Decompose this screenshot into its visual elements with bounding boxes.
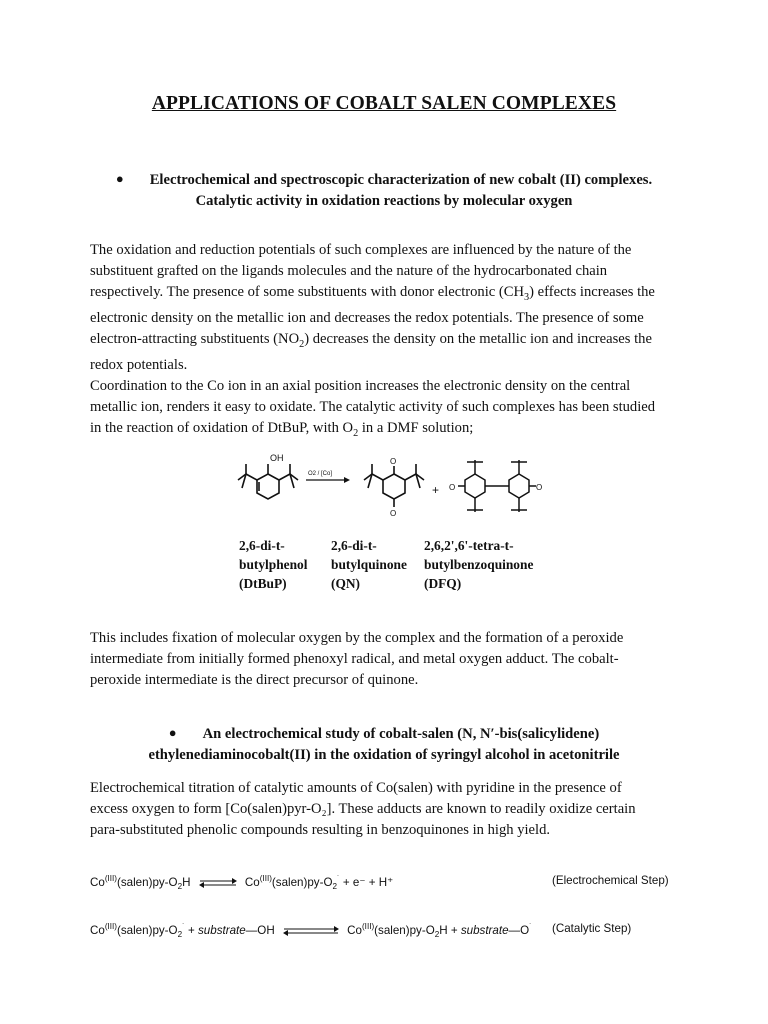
bullet-heading-2 [0,722,768,766]
text-span: in a DMF solution; [358,420,474,436]
caption-line: 2,6-di-t- [331,538,377,553]
subscript: 2 [299,338,305,350]
eq-text: —O [508,923,530,937]
eq-sup: (III) [104,922,117,931]
text-line [90,329,679,355]
eq-sub: 2 [177,930,183,940]
paragraph-3 [90,628,679,691]
bullet-heading-1 [0,168,768,212]
text-span: ) decreases the density on the metallic ion and increases the [304,330,652,347]
caption-line: 2,6,2',6'-tetra-t- [424,538,514,553]
eq-sup: (III) [104,874,117,883]
page-title: APPLICATIONS OF COBALT SALEN COMPLEXES [151,93,617,114]
eq-text: H [439,923,448,937]
text-span: ) effects increases the [529,284,655,300]
caption-qn [331,536,407,593]
step-label-electrochemical: (Electrochemical Step) [552,874,669,887]
bullet-heading-2-line1: An electrochemical study of cobalt-salen (N, N′-bis(salicylidene) [202,726,600,742]
eq-text: Co [347,923,362,937]
arrow-label: O2 / [Co] [308,471,333,477]
caption-line: 2,6-di-t- [239,538,285,553]
eq-text: (salen)py-O [374,923,435,937]
text-line: excess oxygen to form [Co(salen)pyr-O₂]. These adducts are known to readily oxidize certain [90,801,636,817]
text-span: in the reaction of oxidation of DtBuP, with O [90,420,354,436]
caption-line: butylquinone [331,557,407,572]
eq-sup: ˙ [529,922,532,931]
eq-sub: 2 [177,882,183,892]
plus-sign: + [432,483,440,497]
eq-text: H [182,875,191,889]
paragraph-4 [90,778,679,841]
eq-text: substrate [460,923,509,937]
text-line: para-substituted phenolic compounds resulting in benzoquinones in high yield. [90,822,551,838]
text-span: respectively. The presence of some substituents with donor electronic (CH [90,284,525,300]
o-label: O [390,509,397,518]
caption-line: (QN) [331,576,361,591]
eq-text: Co [90,923,105,937]
eq-text: + e⁻ + H⁺ [339,875,394,889]
equation-electrochemical [90,874,393,891]
text-line: This includes fixation of molecular oxygen by the complex and the formation of a peroxide [90,630,624,646]
text-line: Coordination to the Co ion in an axial position increases the electronic density on the central [90,378,631,394]
text-span: electron-attracting substituents (NO [90,330,300,347]
eq-sub: 2 [332,882,337,892]
qn-structure [364,464,424,507]
reaction-arrow [306,477,350,483]
text-line: metallic ion, renders it easy to oxidate. The catalytic activity of such complexes has been studied [90,399,656,415]
caption-dtbup [239,536,307,593]
text-line: redox potentials. [90,356,188,373]
eq-text: Co [90,875,105,889]
caption-line: (DtBuP) [239,576,287,591]
eq-sup: (III) [259,874,272,883]
reaction-scheme [234,450,544,550]
equilibrium-arrow-icon [198,878,238,888]
dtbup-structure [238,464,298,499]
bullet-heading-1-line2: Catalytic activity in oxidation reactions by molecular oxygen [195,193,573,209]
eq-text: substrate [198,923,246,937]
text-line: The oxidation and reduction potentials of such complexes are influenced by the nature of the [90,242,632,258]
text-line: substituent grafted on the ligands molecules and the nature of the hydrocarbonated chain [90,263,608,279]
eq-text: —OH [245,923,275,937]
o-label: O [390,457,397,466]
bullet-dot: ● [168,725,177,740]
eq-text: (salen)py-O [271,875,333,889]
eq-sup: (III) [361,922,375,931]
eq-text: (salen)py-O [117,875,178,889]
bullet-heading-1-line1: Electrochemical and spectroscopic characterization of new cobalt (II) complexes. [149,172,653,188]
dfq-structure [458,460,536,512]
eq-sub: 2 [434,930,440,940]
caption-line: butylbenzoquinone [424,557,534,572]
text-line: electronic density on the metallic ion and decreases the redox potentials. The presence of some [90,309,644,326]
subscript: 3 [524,291,530,303]
text-line [90,418,679,444]
paragraph-1 [90,240,679,376]
subscript: 2 [353,427,359,439]
text-line: peroxide intermediate is the direct precursor of quinone. [90,672,419,688]
text-line: intermediate from initially formed phenoxyl radical, and metal oxygen adduct. The cobalt- [90,651,619,667]
caption-dfq [424,536,533,593]
text-line [90,282,679,308]
oh-label: OH [270,453,284,463]
equation-catalytic [90,922,532,939]
eq-sup: ˙ [337,874,340,883]
bullet-dot: ● [115,171,124,186]
eq-text: + [184,923,198,937]
caption-line: (DFQ) [424,576,462,591]
o-label: O [536,483,543,492]
equilibrium-arrow-icon [282,926,340,936]
eq-text: (salen)py-O [117,923,178,937]
eq-text: + [447,923,461,937]
eq-text: Co [244,875,260,889]
caption-line: butylphenol [239,557,308,572]
text-line: Electrochemical titration of catalytic amounts of Co(salen) with pyridine in the presence of [90,780,622,796]
bullet-heading-2-line2: ethylenediaminocobalt(II) in the oxidation of syringyl alcohol in acetonitrile [148,747,620,763]
paragraph-2 [90,376,679,444]
o-label: O [449,483,456,492]
step-label-catalytic: (Catalytic Step) [552,922,632,935]
eq-sup: ˙ [182,922,185,931]
